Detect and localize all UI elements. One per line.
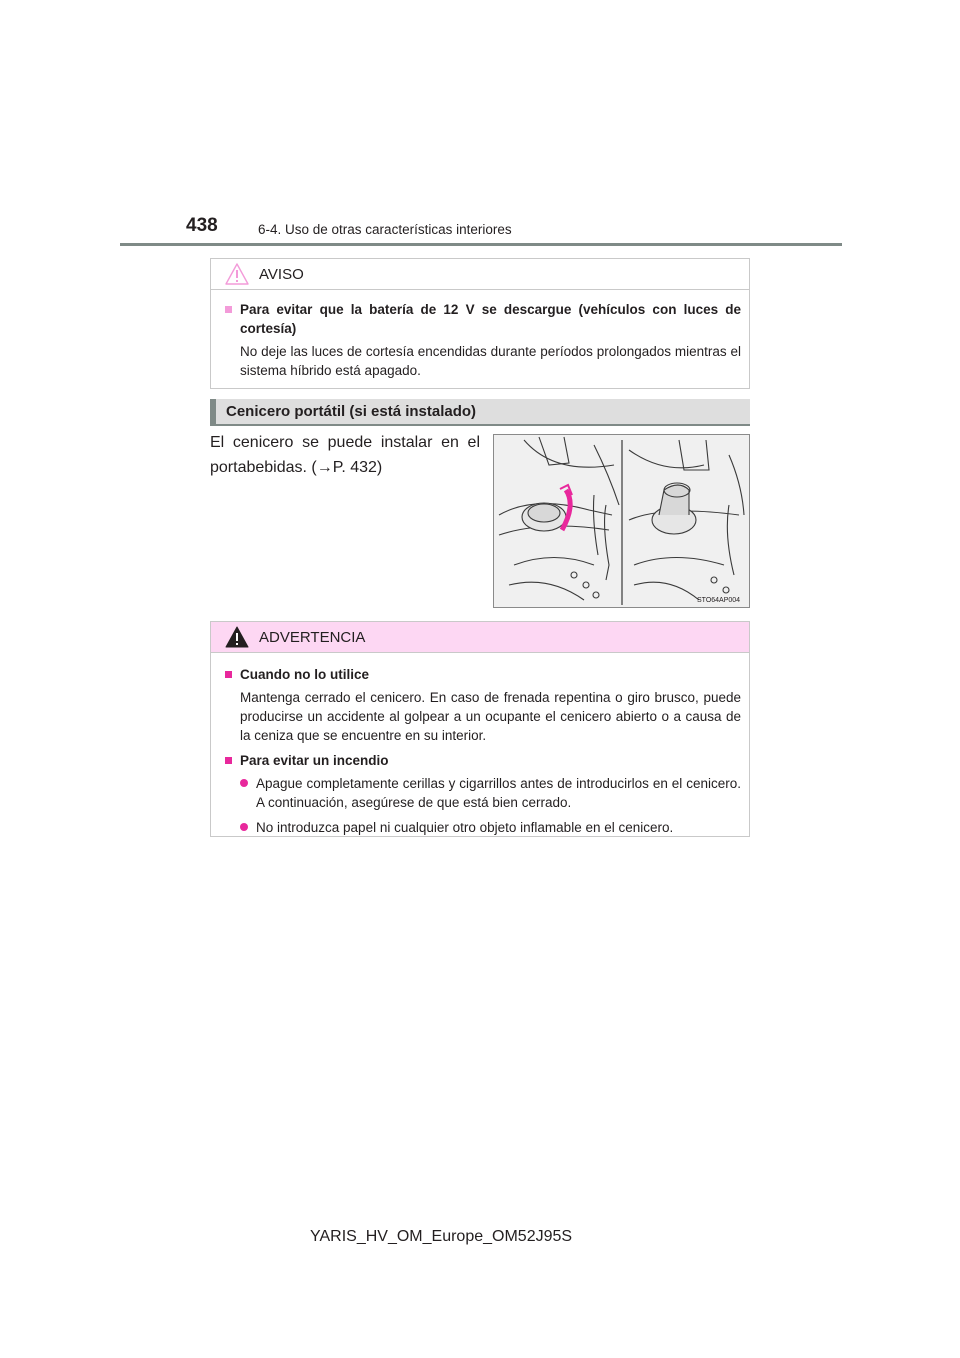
ashtray-illustration <box>494 435 749 607</box>
advertencia-title: ADVERTENCIA <box>259 628 366 646</box>
section-title: 6-4. Uso de otras características interiores <box>258 222 512 237</box>
square-bullet-icon <box>225 671 232 678</box>
bullet-item <box>225 818 741 837</box>
page-number: 438 <box>186 215 218 236</box>
aviso-body <box>211 290 749 390</box>
caution-triangle-icon <box>225 263 249 285</box>
round-bullet-icon <box>240 779 248 787</box>
square-bullet-icon <box>225 757 232 764</box>
aviso-item-title <box>225 300 741 338</box>
advertencia-item-title-1 <box>225 665 741 684</box>
advertencia-header <box>211 622 749 653</box>
aviso-header <box>211 259 749 290</box>
header-rule <box>120 243 842 246</box>
ashtray-figure <box>493 434 750 608</box>
warning-triangle-icon <box>225 626 249 648</box>
aviso-item-title-text: Para evitar que la batería de 12 V se descargue (vehículos con luces de cortesía) <box>240 302 741 336</box>
advertencia-item-text-1: Mantenga cerrado el cenicero. En caso de frenada repentina o giro brusco, puede producirse un accidente al golpear a un ocupante el cenicero abierto o a causa de la ceniza que se encuentre en su interior. <box>240 690 741 743</box>
aviso-box <box>210 258 750 389</box>
advertencia-item-title-2 <box>225 751 741 770</box>
round-bullet-icon <box>240 823 248 831</box>
bullet-item <box>225 774 741 812</box>
square-bullet-icon <box>225 306 232 313</box>
advertencia-box <box>210 621 750 837</box>
bullet-text: No introduzca papel ni cualquier otro objeto inflamable en el cenicero. <box>256 820 674 835</box>
footer-doc-code: YARIS_HV_OM_Europe_OM52J95S <box>310 1228 573 1245</box>
aviso-item-text: No deje las luces de cortesía encendidas durante períodos prolongados mientras el sistema híbrido está apagado. <box>240 344 741 378</box>
advertencia-item-title-1-text: Cuando no lo utilice <box>240 667 369 682</box>
figure-code: STO64AP004 <box>697 597 741 604</box>
section-heading: Cenicero portátil (si está instalado) <box>210 399 750 426</box>
aviso-title: AVISO <box>259 265 304 283</box>
intro-text: El cenicero se puede instalar en el portabebidas. (→P. 432) <box>210 434 480 476</box>
bullet-text: Apague completamente cerillas y cigarrillos antes de introducirlos en el cenicero. A continuación, asegúrese de que está bien cerrado. <box>256 776 741 810</box>
advertencia-item-title-2-text: Para evitar un incendio <box>240 753 389 768</box>
advertencia-body <box>211 653 749 847</box>
